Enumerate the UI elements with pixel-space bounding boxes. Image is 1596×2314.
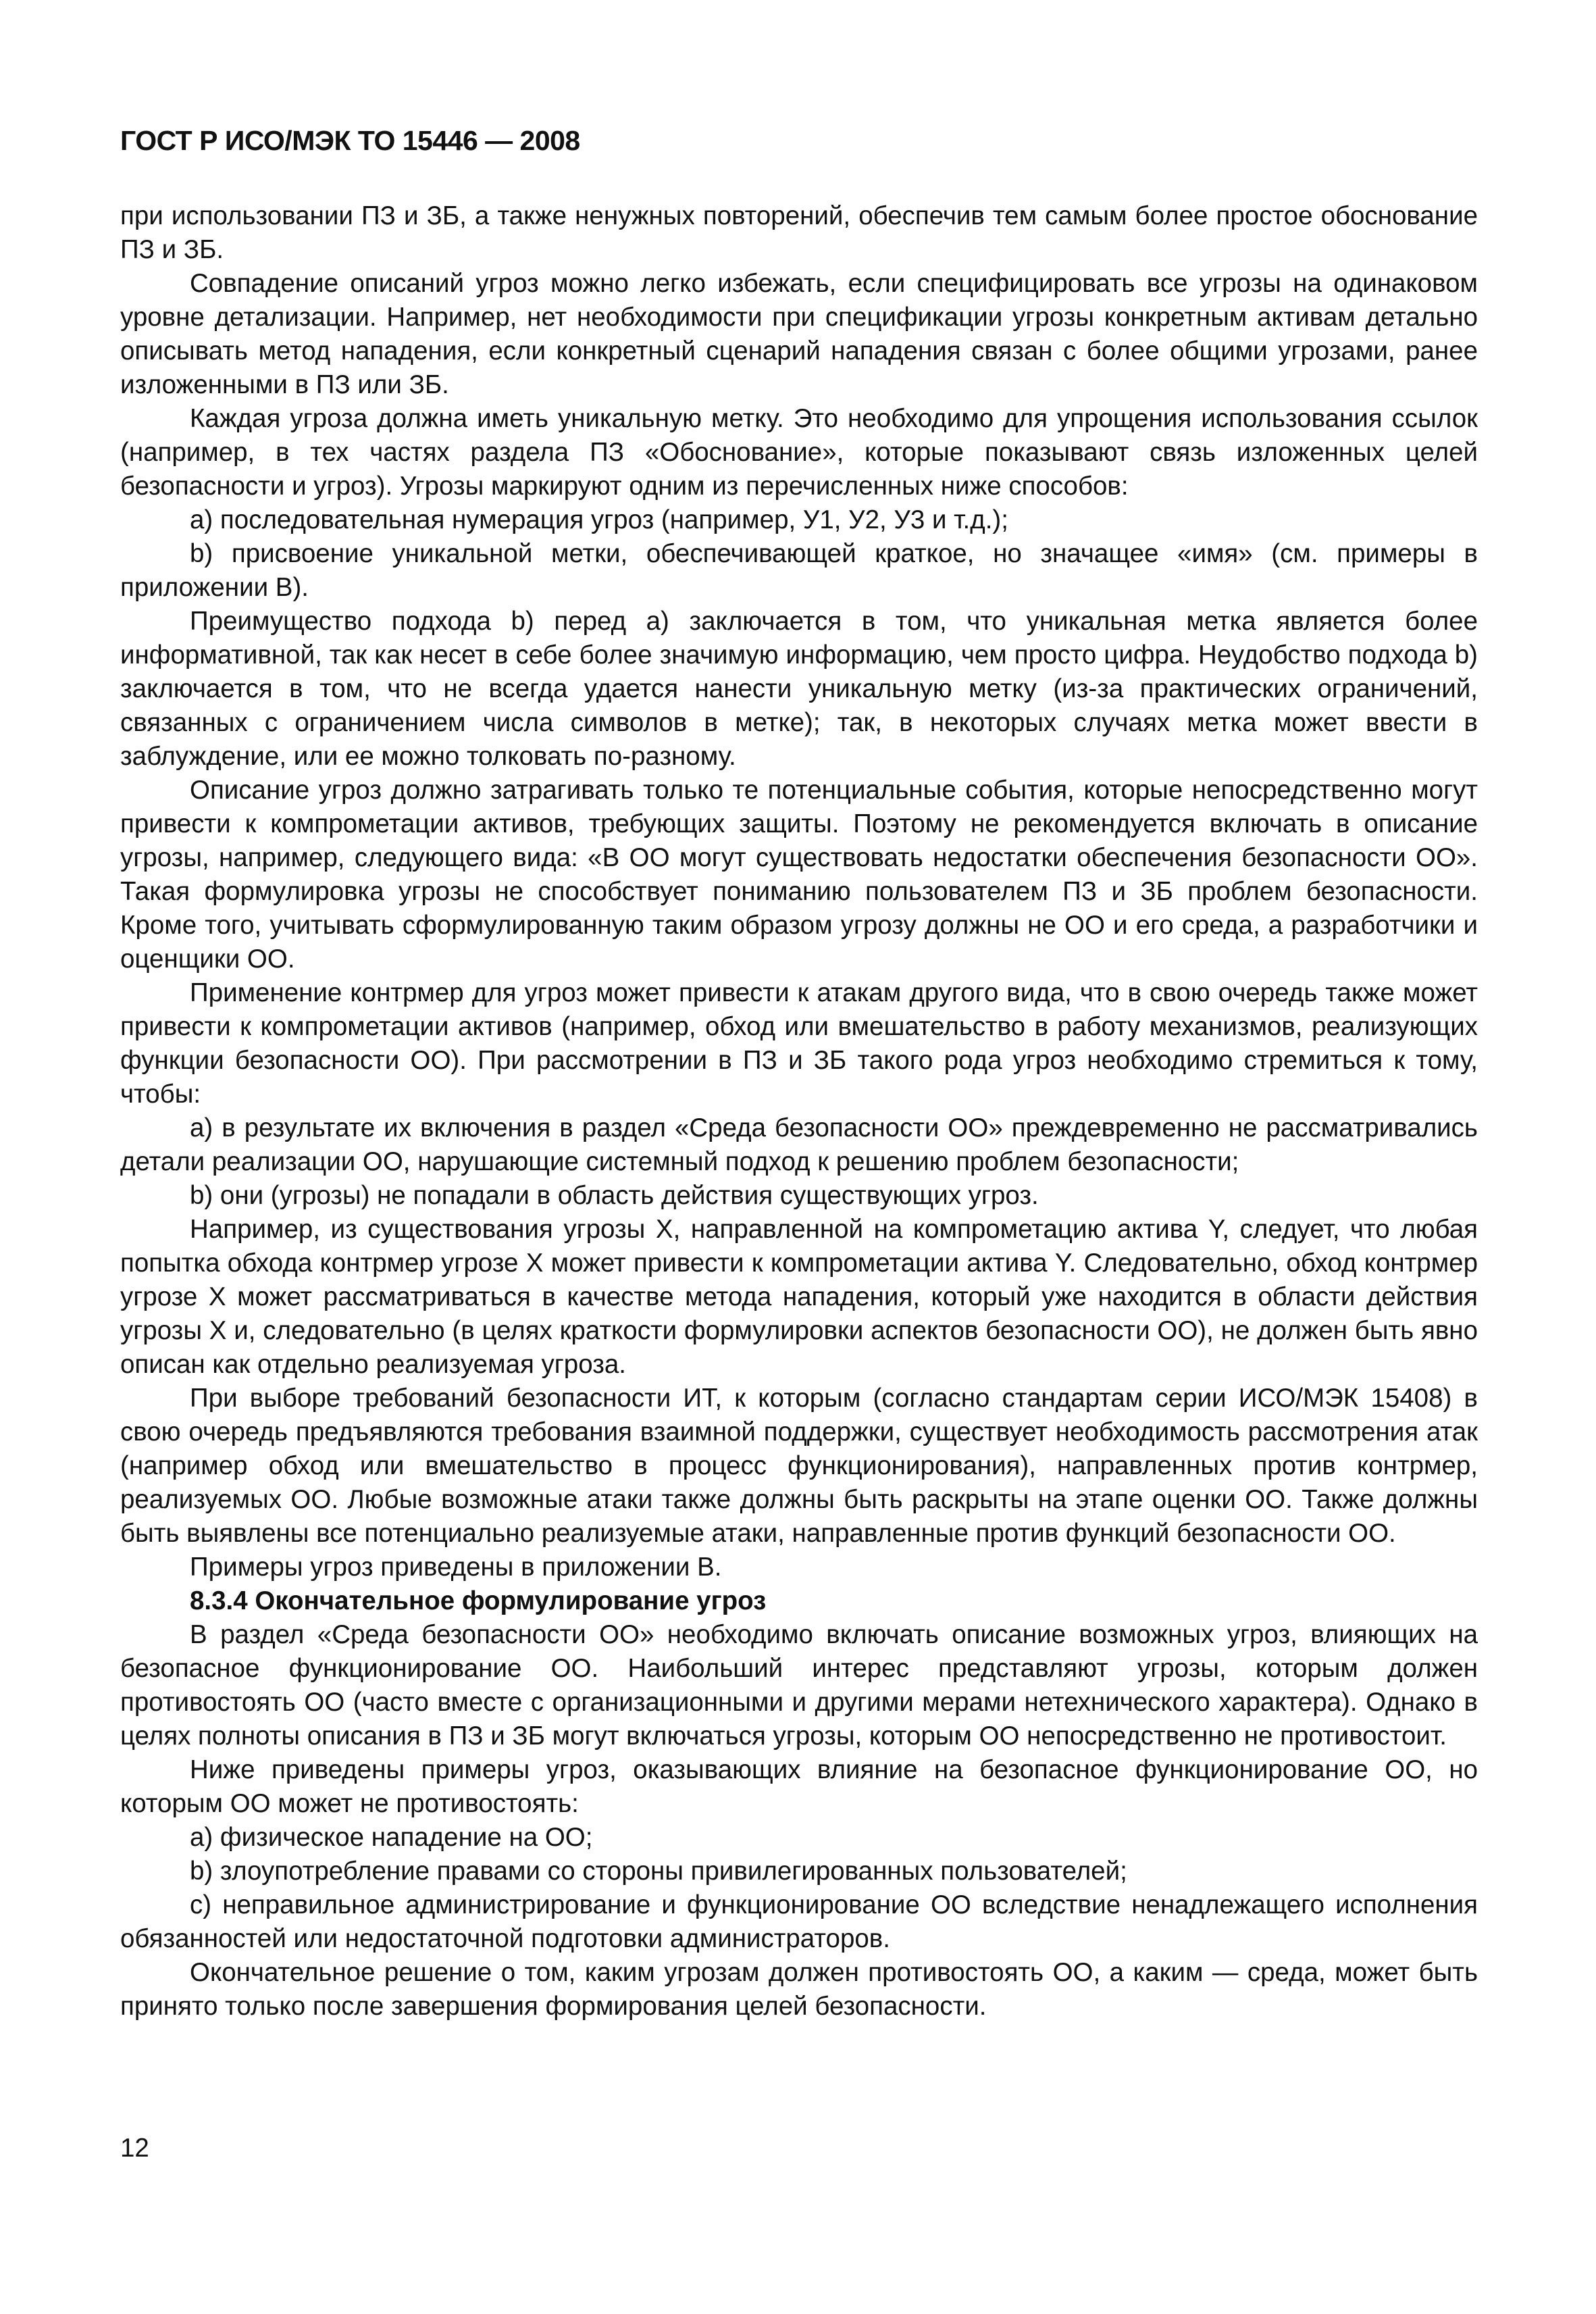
section-heading: 8.3.4 Окончательное формулирование угроз xyxy=(190,1586,767,1615)
paragraph: Например, из существования угрозы X, направленной на компрометацию актива Y, следует, что любая попытка обхода контрмер угрозе X может привести к компрометации актива Y. Следовательно, обход контрмер угрозе X может рассматриваться в качестве метода нападения, который уже находится в области действия угрозы X и, следовательно (в целях краткости формулировки аспектов безопасности ОО), не должен быть явно описан как отдельно реализуемая угроза. xyxy=(120,1215,1478,1379)
paragraph: Преимущество подхода b) перед a) заключается в том, что уникальная метка является более информативной, так как несет в себе более значимую информацию, чем просто цифра. Неудобство подхода b) заключается в том, что не всегда удается нанести уникальную метку (из-за практических ограничений, связанных с ограничением числа символов в метке); так, в некоторых случаях метка может ввести в заблуждение, или ее можно толковать по-разному. xyxy=(120,607,1478,771)
list-item: a) в результате их включения в раздел «Среда безопасности ОО» преждевременно не рассматривались детали реализации ОО, нарушающие системный подход к решению проблем безопасности; xyxy=(120,1113,1478,1176)
list-item: b) присвоение уникальной метки, обеспечивающей краткое, но значащее «имя» (см. примеры в приложении В). xyxy=(120,539,1478,602)
paragraph: Каждая угроза должна иметь уникальную метку. Это необходимо для упрощения использования ссылок (например, в тех частях раздела ПЗ «Обоснование», которые показывают связь изложенных целей безопасности и угроз). Угрозы маркируют одним из перечисленных ниже способов: xyxy=(120,404,1478,501)
paragraph: Применение контрмер для угроз может привести к атакам другого вида, что в свою очередь также может привести к компрометации активов (например, обход или вмешательство в работу механизмов, реализующих функции безопасности ОО). При рассмотрении в ПЗ и ЗБ такого рода угроз необходимо стремиться к тому, чтобы: xyxy=(120,978,1478,1109)
list-item: a) физическое нападение на ОО; xyxy=(190,1823,593,1852)
paragraph: Совпадение описаний угроз можно легко избежать, если специфицировать все угрозы на одинаковом уровне детализации. Например, нет необходимости при спецификации угрозы конкретным активам детально описывать метод нападения, если конкретный сценарий нападения связан с более общими угрозами, ранее изложенными в ПЗ или ЗБ. xyxy=(120,269,1478,399)
document-body xyxy=(120,199,1478,2023)
paragraph: Окончательное решение о том, каким угрозам должен противостоять ОО, а каким — среда, может быть принято только после завершения формирования целей безопасности. xyxy=(120,1958,1478,2021)
list-item: c) неправильное администрирование и функционирование ОО вследствие ненадлежащего исполнения обязанностей или недостаточной подготовки администраторов. xyxy=(120,1890,1478,1953)
list-item: b) злоупотребление правами со стороны привилегированных пользователей; xyxy=(190,1857,1127,1886)
paragraph-continuation: при использовании ПЗ и ЗБ, а также ненужных повторений, обеспечив тем самым более простое обоснование ПЗ и ЗБ. xyxy=(120,201,1478,264)
paragraph: При выборе требований безопасности ИТ, к которым (согласно стандартам серии ИСО/МЭК 15408) в свою очередь предъявляются требования взаимной поддержки, существует необходимость рассмотрения атак (например обход или вмешательство в процесс функционирования), направленных против контрмер, реализуемых ОО. Любые возможные атаки также должны быть раскрыты на этапе оценки ОО. Также должны быть выявлены все потенциально реализуемые атаки, направленные против функций безопасности ОО. xyxy=(120,1384,1478,1548)
paragraph: Описание угроз должно затрагивать только те потенциальные события, которые непосредственно могут привести к компрометации активов, требующих защиты. Поэтому не рекомендуется включать в описание угрозы, например, следующего вида: «В ОО могут существовать недостатки обеспечения безопасности ОО». Такая формулировка угрозы не способствует пониманию пользователем ПЗ и ЗБ проблем безопасности. Кроме того, учитывать сформулированную таким образом угрозу должны не ОО и его среда, а разработчики и оценщики ОО. xyxy=(120,776,1478,974)
paragraph: В раздел «Среда безопасности ОО» необходимо включать описание возможных угроз, влияющих на безопасное функционирование ОО. Наибольший интерес представляют угрозы, которым должен противостоять ОО (часто вместе с организационными и другими мерами нетехнического характера). Однако в целях полноты описания в ПЗ и ЗБ могут включаться угрозы, которым ОО непосредственно не противостоит. xyxy=(120,1620,1478,1751)
list-item: a) последовательная нумерация угроз (например, У1, У2, У3 и т.д.); xyxy=(190,505,1008,534)
paragraph: Ниже приведены примеры угроз, оказывающих влияние на безопасное функционирование ОО, но которым ОО может не противостоять: xyxy=(120,1755,1478,1818)
paragraph: Примеры угроз приведены в приложении В. xyxy=(190,1553,722,1582)
standard-header: ГОСТ Р ИСО/МЭК ТО 15446 — 2008 xyxy=(120,125,580,156)
page-number: 12 xyxy=(120,2134,149,2163)
list-item: b) они (угрозы) не попадали в область действия существующих угроз. xyxy=(190,1181,1039,1210)
